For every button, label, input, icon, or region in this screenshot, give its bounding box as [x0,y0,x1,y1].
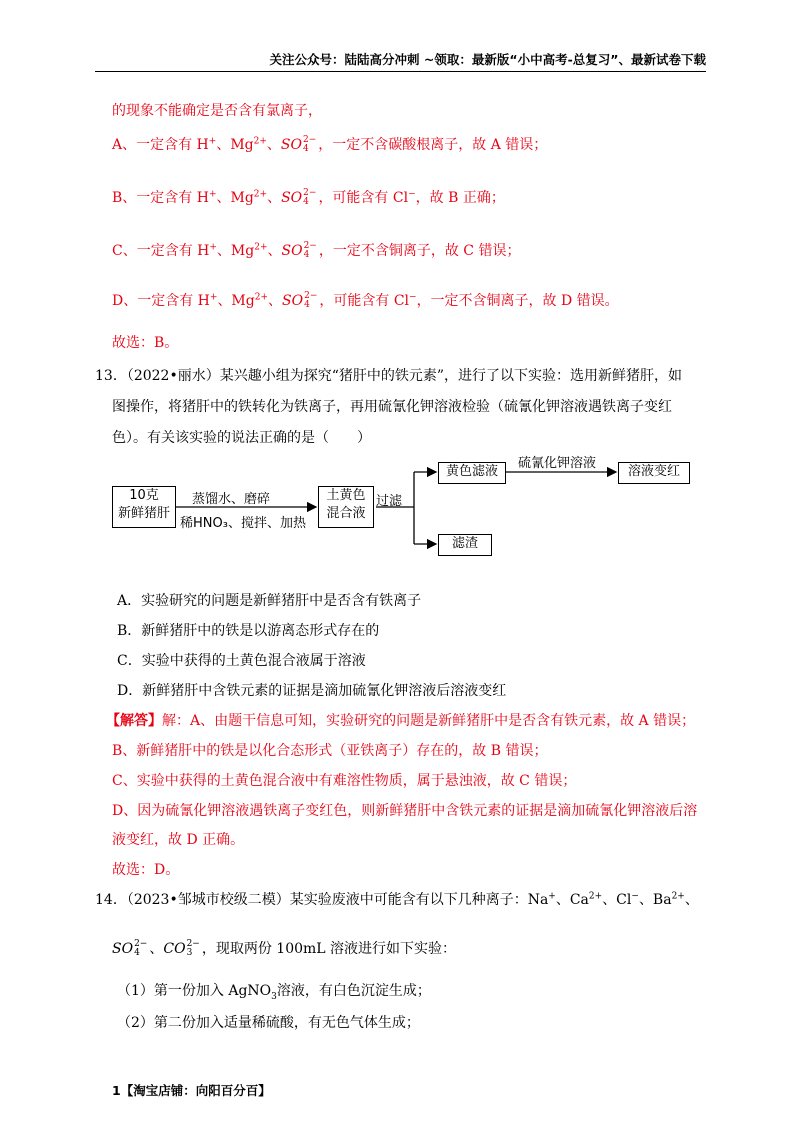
q13-answer-line2: B、新鲜猪肝中的铁是以化合态形式（亚铁离子）存在的，故 B 错误； [112,743,548,759]
q13-answer-line4: D、因为硫氰化钾溶液遇铁离子变红色，则新鲜猪肝中含铁元素的证据是滴加硫氰化钾溶液后溶 [112,803,698,819]
page-footer: 1【淘宝店铺：向阳百分百】 [112,1083,271,1098]
q13-stem-line3: 色）。有关该实验的说法正确的是（ ） [112,430,371,446]
q14-stem-line1: 14．（2023•邹城市校级二模）某实验废液中可能含有以下几种离子：Na+、$Ca^{2+}$、Cl−、$Ba^{2+}$、 [95,891,699,908]
q13-stem-line1: 13．（2022•丽水）某兴趣小组为探究“猪肝中的铁元素”，进行了以下实验：选用新鲜猪肝，如 [95,368,683,384]
q14-step2: （2）第二份加入适量稀硫酸，有无色气体生成； [117,1015,420,1031]
q13-stem-line2: 图操作，将猪肝中的铁转化为铁离子，再用硫氰化钾溶液检验（硫氰化钾溶液遇铁离子变红 [112,399,672,415]
arrow2-label: 硫氰化钾溶液 [518,456,597,471]
answer-tag: 【解答】 [106,713,162,729]
experiment-flowchart [106,452,706,562]
q12-option-a: A、一定含有 H+、$Mg^{2+}$、SO 2− 4 ，一定不含碳酸根离子，故 A 错误； [112,135,548,154]
arrow1-label-bottom: 稀HNO₃、搅拌、加热 [180,516,306,531]
filter-label: 过滤 [376,494,403,509]
q13-option-a: A．实验研究的问题是新鲜猪肝中是否含有铁离子 [117,593,422,609]
q12-option-c: C、一定含有 H+、$Mg^{2+}$、SO 2− 4 ，一定不含铜离子，故 C 错误； [112,241,521,260]
q13-answer-line3: C、实验中获得的土黄色混合液中有难溶性物质，属于悬浊液，故 C 错误； [112,773,577,789]
arrow1-label-top: 蒸馏水、磨碎 [192,492,271,507]
q13-option-d: D．新鲜猪肝中含铁元素的证据是滴加硫氰化钾溶液后溶液变红 [117,683,507,699]
box-fresh-liver: 10克 新鲜猪肝 [112,486,176,528]
q13-option-b: B．新鲜猪肝中的铁是以游离态形式存在的 [117,623,380,639]
box-yellow-filtrate: 黄色滤液 [438,462,506,484]
q13-option-c: C．实验中获得的土黄色混合液属于溶液 [117,653,366,669]
q13-answer-line5: 液变红，故 D 正确。 [112,832,245,848]
page-header: 关注公众号：陆陆高分冲刺 ~领取：最新版“小中高考-总复习”、最新试卷下载 [269,52,706,67]
box-turns-red: 溶液变红 [618,462,690,484]
q13-choice: 故选：D。 [112,862,180,878]
header-divider [95,71,706,72]
flowchart-arrows [106,452,706,562]
q12-option-d: D、一定含有 H+、$Mg^{2+}$、SO 2− 4 ，可能含有 Cl−，一定不含铜离子，故 D 错误。 [112,291,619,310]
q13-answer-line1: 【解答】解：A、由题干信息可知，实验研究的问题是新鲜猪肝中是否含有铁元素，故 A 错误； [106,713,696,729]
box-mixture: 土黄色 混合液 [318,486,374,528]
box-residue: 滤渣 [438,534,492,556]
q14-stem-line2: SO 2− 4 、CO 2− 3 ，现取两份 100mL 溶液进行如下实验： [112,939,457,958]
q12-choice: 故选：B。 [112,335,179,351]
q12-line0: 的现象不能确定是否含有氯离子， [112,103,322,119]
q12-option-b: B、一定含有 H+、$Mg^{2+}$、SO 2− 4 ，可能含有 Cl−，故 B 正确； [112,188,505,207]
q14-step1: （1）第一份加入 AgNO$_3$溶液，有白色沉淀生成； [117,983,431,1002]
